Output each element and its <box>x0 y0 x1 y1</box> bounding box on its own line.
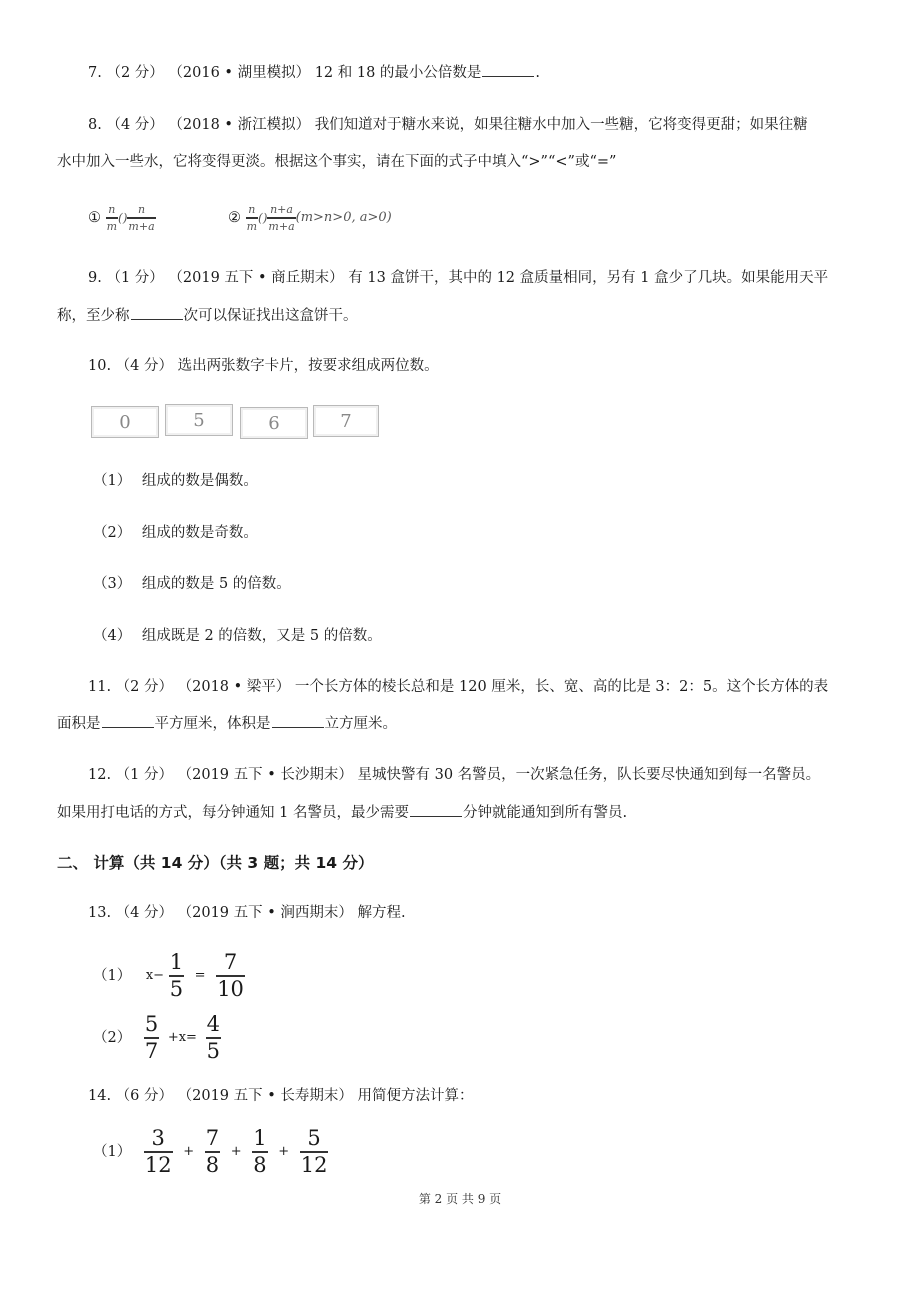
q8-item-2: ② $\frac{n}{m}$ () $\frac{n+a}{m+a}$ (m>n>0, a>0) <box>228 203 392 233</box>
fraction: $\frac{n}{m+a}$ <box>128 203 155 233</box>
fraction: $\frac{5}{12}$ <box>300 1126 328 1177</box>
q13-equation-2: （2） $\frac{5}{7}$ +x= $\frac{4}{5}$ <box>93 1012 220 1063</box>
fraction: $\frac{7}{8}$ <box>205 1126 220 1177</box>
question-11-line1: 11. （2 分） （2018 • 梁平） 一个长方体的棱长总和是 120 厘米，长、宽、高的比是 3：2：5。这个长方体的表 <box>88 679 829 695</box>
fraction: $\frac{4}{5}$ <box>206 1012 220 1063</box>
fraction: $\frac{n}{m}$ <box>106 203 118 233</box>
question-9-line1: 9. （1 分） （2019 五下 • 商丘期末） 有 13 盒饼干，其中的 12 盒质量相同，另有 1 盒少了几块。如果能用天平 <box>88 270 829 286</box>
answer-blank[interactable] <box>482 62 534 77</box>
q14-expression-1: （1） $\frac{3}{12}$ + $\frac{7}{8}$ + $\frac{1}{8}$ + $\frac{5}{12}$ <box>93 1126 328 1177</box>
section-title: 二、 计算（共 14 分）（共 3 题；共 14 分） <box>57 854 374 872</box>
question-10: 10. （4 分） 选出两张数字卡片，按要求组成两位数。 <box>88 358 439 374</box>
q10-sub-1: （1） 组成的数是偶数。 <box>93 473 258 489</box>
fraction: $\frac{1}{8}$ <box>253 1126 267 1177</box>
answer-blank[interactable] <box>410 802 462 817</box>
question-8-line1: 8. （4 分） （2018 • 浙江模拟） 我们知道对于糖水来说，如果往糖水中加入一些糖，它将变得更甜；如果往糖 <box>88 117 808 133</box>
answer-blank[interactable] <box>102 713 154 728</box>
fraction: $\frac{n+a}{m+a}$ <box>268 203 295 233</box>
question-11-line2: 面积是 平方厘米，体积是 立方厘米。 <box>57 713 397 734</box>
question-12-line1: 12. （1 分） （2019 五下 • 长沙期末） 星城快警有 30 名警员，一次紧急任务，队长要尽快通知到每一名警员。 <box>88 767 821 783</box>
question-13: 13. （4 分） （2019 五下 • 涧西期末） 解方程. <box>88 905 406 921</box>
q10-sub-3: （3） 组成的数是 5 的倍数。 <box>93 576 291 592</box>
digit-card: 5 <box>165 404 233 436</box>
digit-card: 0 <box>91 406 159 438</box>
page-footer: 第 2 页 共 9 页 <box>418 1192 502 1206</box>
q13-equation-1: （1） x− $\frac{1}{5}$ = $\frac{7}{10}$ <box>93 950 244 1001</box>
digit-card: 7 <box>313 405 379 437</box>
fraction: $\frac{7}{10}$ <box>217 950 244 1001</box>
q10-sub-4: （4） 组成既是 2 的倍数，又是 5 的倍数。 <box>93 628 382 644</box>
answer-blank[interactable] <box>272 713 324 728</box>
q10-sub-2: （2） 组成的数是奇数。 <box>93 525 258 541</box>
fraction: $\frac{1}{5}$ <box>169 950 184 1001</box>
fraction: $\frac{5}{7}$ <box>144 1012 159 1063</box>
question-8-line2: 水中加入一些水，它将变得更淡。根据这个事实，请在下面的式子中填入“>”“<”或“=” <box>57 154 617 170</box>
question-12-line2: 如果用打电话的方式，每分钟通知 1 名警员，最少需要 分钟就能通知到所有警员. <box>57 802 627 823</box>
fraction: $\frac{3}{12}$ <box>144 1126 172 1177</box>
digit-card: 6 <box>240 407 308 439</box>
answer-blank[interactable] <box>131 305 183 320</box>
fraction: $\frac{n}{m}$ <box>246 203 258 233</box>
comparison-blank[interactable]: () <box>118 210 128 225</box>
q8-item-1: ① $\frac{n}{m}$ () $\frac{n}{m+a}$ <box>88 203 155 233</box>
comparison-blank[interactable]: () <box>258 210 268 225</box>
question-14: 14. （6 分） （2019 五下 • 长寿期末） 用简便方法计算： <box>88 1088 474 1104</box>
question-7: 7. （2 分） （2016 • 湖里模拟） 12 和 18 的最小公倍数是 . <box>88 62 540 83</box>
question-9-line2: 称，至少称 次可以保证找出这盒饼干。 <box>57 305 358 326</box>
